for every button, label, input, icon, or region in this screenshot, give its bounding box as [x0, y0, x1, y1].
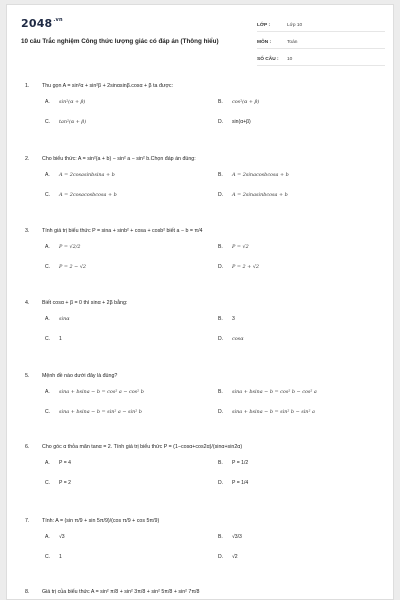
option-letter: B. — [218, 316, 223, 322]
question-8 — [25, 587, 385, 597]
option-a[interactable] — [45, 458, 71, 468]
question-number: 5. — [25, 373, 30, 379]
options — [25, 452, 385, 496]
option-d[interactable] — [218, 552, 238, 562]
question-stem — [25, 587, 385, 597]
question-stem — [25, 516, 385, 526]
option-a[interactable] — [45, 387, 144, 397]
option-b[interactable] — [218, 532, 242, 542]
question-stem — [25, 298, 385, 308]
option-letter: B. — [218, 389, 223, 395]
option-letter: C. — [45, 192, 51, 198]
question-text: Thu gọn A = sin²α + sin²β + 2sinαsinβ.cosα + β ta được: — [42, 83, 174, 89]
option-letter: B. — [218, 172, 223, 178]
option-letter: B. — [218, 460, 223, 466]
question-text: Giá trị của biểu thức A = sin² π/8 + sin² 3π/8 + sin² 5π/8 + sin² 7π/8 — [42, 589, 200, 595]
option-text: P = √2/2 — [59, 244, 81, 250]
option-text: √3 — [59, 534, 65, 540]
options — [25, 381, 385, 425]
question-3 — [25, 226, 385, 280]
option-c[interactable] — [45, 334, 62, 344]
logo-text: 2048 — [21, 17, 53, 30]
options — [25, 164, 385, 208]
option-letter: C. — [45, 264, 51, 270]
option-letter: D. — [218, 192, 224, 198]
option-text: sin²(α + β) — [59, 99, 86, 105]
option-letter: A. — [45, 99, 50, 105]
question-text: Biết cosα + β = 0 thì sinα + 2β bằng: — [42, 300, 128, 306]
question-text: Mệnh đề nào dưới đây là đúng? — [42, 373, 118, 379]
option-text: sina + bsina − b = sin² b − sin² a — [232, 409, 315, 415]
meta-key: LỚP : — [257, 22, 271, 28]
option-letter: A. — [45, 389, 50, 395]
option-text: √2 — [232, 554, 238, 560]
option-b[interactable] — [218, 242, 249, 252]
option-b[interactable] — [218, 458, 248, 468]
option-a[interactable] — [45, 242, 81, 252]
options — [25, 526, 385, 570]
meta-panel — [257, 19, 385, 70]
option-letter: A. — [45, 244, 50, 250]
options — [25, 308, 385, 352]
option-d[interactable] — [218, 190, 288, 200]
option-text: 1 — [59, 336, 62, 342]
option-text: P = 2 + √2 — [232, 264, 260, 270]
logo-suffix: .vn — [53, 17, 63, 23]
options — [25, 91, 385, 135]
option-text: 3 — [232, 316, 235, 322]
option-d[interactable] — [218, 262, 259, 272]
option-a[interactable] — [45, 314, 70, 324]
question-6 — [25, 442, 385, 496]
option-a[interactable] — [45, 170, 115, 180]
option-letter: C. — [45, 119, 51, 125]
option-text: sina + bsina − b = cos² a − cos² b — [59, 389, 144, 395]
option-text: sinα — [59, 316, 70, 322]
option-letter: B. — [218, 244, 223, 250]
option-letter: C. — [45, 480, 51, 486]
option-text: A = 2cosasinbsina + b — [59, 172, 115, 178]
option-letter: D. — [218, 480, 224, 486]
option-c[interactable] — [45, 407, 142, 417]
option-c[interactable] — [45, 552, 62, 562]
option-text: A = 2cosacosbcosa + b — [59, 192, 117, 198]
option-a[interactable] — [45, 97, 85, 107]
question-number: 2. — [25, 156, 30, 162]
option-b[interactable] — [218, 170, 289, 180]
option-text: P = 2 — [59, 480, 71, 486]
option-d[interactable] — [218, 334, 244, 344]
option-text: cosα — [232, 336, 244, 342]
option-letter: C. — [45, 409, 51, 415]
meta-key: SỐ CÂU : — [257, 56, 279, 62]
option-letter: C. — [45, 554, 51, 560]
option-text: sina + bsina − b = cos² b − cos² a — [232, 389, 317, 395]
question-text: Tính giá trị biểu thức P = sina + sinb² + cosa + cosb² biết a − b = π/4 — [42, 228, 203, 234]
option-letter: A. — [45, 316, 50, 322]
site-logo[interactable] — [21, 17, 63, 30]
option-c[interactable] — [45, 262, 86, 272]
option-letter: D. — [218, 119, 224, 125]
question-stem — [25, 226, 385, 236]
meta-value: Lớp 10 — [287, 22, 303, 28]
option-a[interactable] — [45, 532, 65, 542]
option-letter: D. — [218, 264, 224, 270]
option-letter: D. — [218, 554, 224, 560]
option-c[interactable] — [45, 117, 86, 127]
option-letter: A. — [45, 172, 50, 178]
option-letter: D. — [218, 409, 224, 415]
question-number: 6. — [25, 444, 30, 450]
options — [25, 236, 385, 280]
worksheet-page — [6, 4, 394, 600]
option-c[interactable] — [45, 478, 71, 488]
question-5 — [25, 371, 385, 425]
meta-row-count — [257, 53, 385, 66]
option-letter: B. — [218, 534, 223, 540]
meta-row-class — [257, 19, 385, 32]
option-text: P = √2 — [232, 244, 249, 250]
question-number: 7. — [25, 518, 30, 524]
option-text: P = 4 — [59, 460, 71, 466]
option-letter: C. — [45, 336, 51, 342]
option-text: cos²(α + β) — [232, 99, 260, 105]
option-letter: A. — [45, 460, 50, 466]
option-letter: D. — [218, 336, 224, 342]
option-letter: B. — [218, 99, 223, 105]
question-stem — [25, 371, 385, 381]
question-text: Cho biểu thức: A = sin²(a + b) − sin² a − sin² b.Chọn đáp án đúng: — [42, 156, 196, 162]
option-d[interactable] — [218, 407, 315, 417]
question-number: 8. — [25, 589, 30, 595]
question-7 — [25, 516, 385, 570]
meta-value: Toán — [287, 39, 298, 45]
option-d[interactable] — [218, 117, 251, 127]
page-title: 10 câu Trắc nghiệm Công thức lượng giác có đáp án (Thông hiểu) — [21, 38, 219, 45]
option-letter: A. — [45, 534, 50, 540]
question-2 — [25, 154, 385, 208]
question-text: Tính: A = (sin π/9 + sin 5π/9)/(cos π/9 + cos 5π/9) — [42, 518, 160, 524]
option-text: P = 1/2 — [232, 460, 249, 466]
option-text: sina + bsina − b = sin² a − sin² b — [59, 409, 142, 415]
meta-row-subject — [257, 36, 385, 49]
question-1 — [25, 81, 385, 135]
question-text: Cho góc α thỏa mãn tanα = 2. Tính giá trị biểu thức P = (1−cosα+cos2α)/(sinα+sin2α) — [42, 444, 243, 450]
meta-key: MÔN : — [257, 39, 272, 45]
question-stem — [25, 442, 385, 452]
question-stem — [25, 154, 385, 164]
question-stem — [25, 81, 385, 91]
option-d[interactable] — [218, 478, 248, 488]
option-text: A = 2sinacosbcosa + b — [232, 172, 289, 178]
option-text: A = 2sinasinbcosa + b — [232, 192, 288, 198]
option-text: P = 1/4 — [232, 480, 249, 486]
option-text: P = 2 − √2 — [59, 264, 87, 270]
question-number: 3. — [25, 228, 30, 234]
option-text: tan²(α + β) — [59, 119, 87, 125]
question-4 — [25, 298, 385, 352]
option-text: sin(α+β) — [232, 119, 251, 125]
option-text: 1 — [59, 554, 62, 560]
option-b[interactable] — [218, 314, 235, 324]
question-number: 4. — [25, 300, 30, 306]
option-c[interactable] — [45, 190, 117, 200]
option-b[interactable] — [218, 97, 259, 107]
option-text: √3/3 — [232, 534, 242, 540]
question-number: 1. — [25, 83, 30, 89]
meta-value: 10 — [287, 56, 293, 62]
option-b[interactable] — [218, 387, 317, 397]
